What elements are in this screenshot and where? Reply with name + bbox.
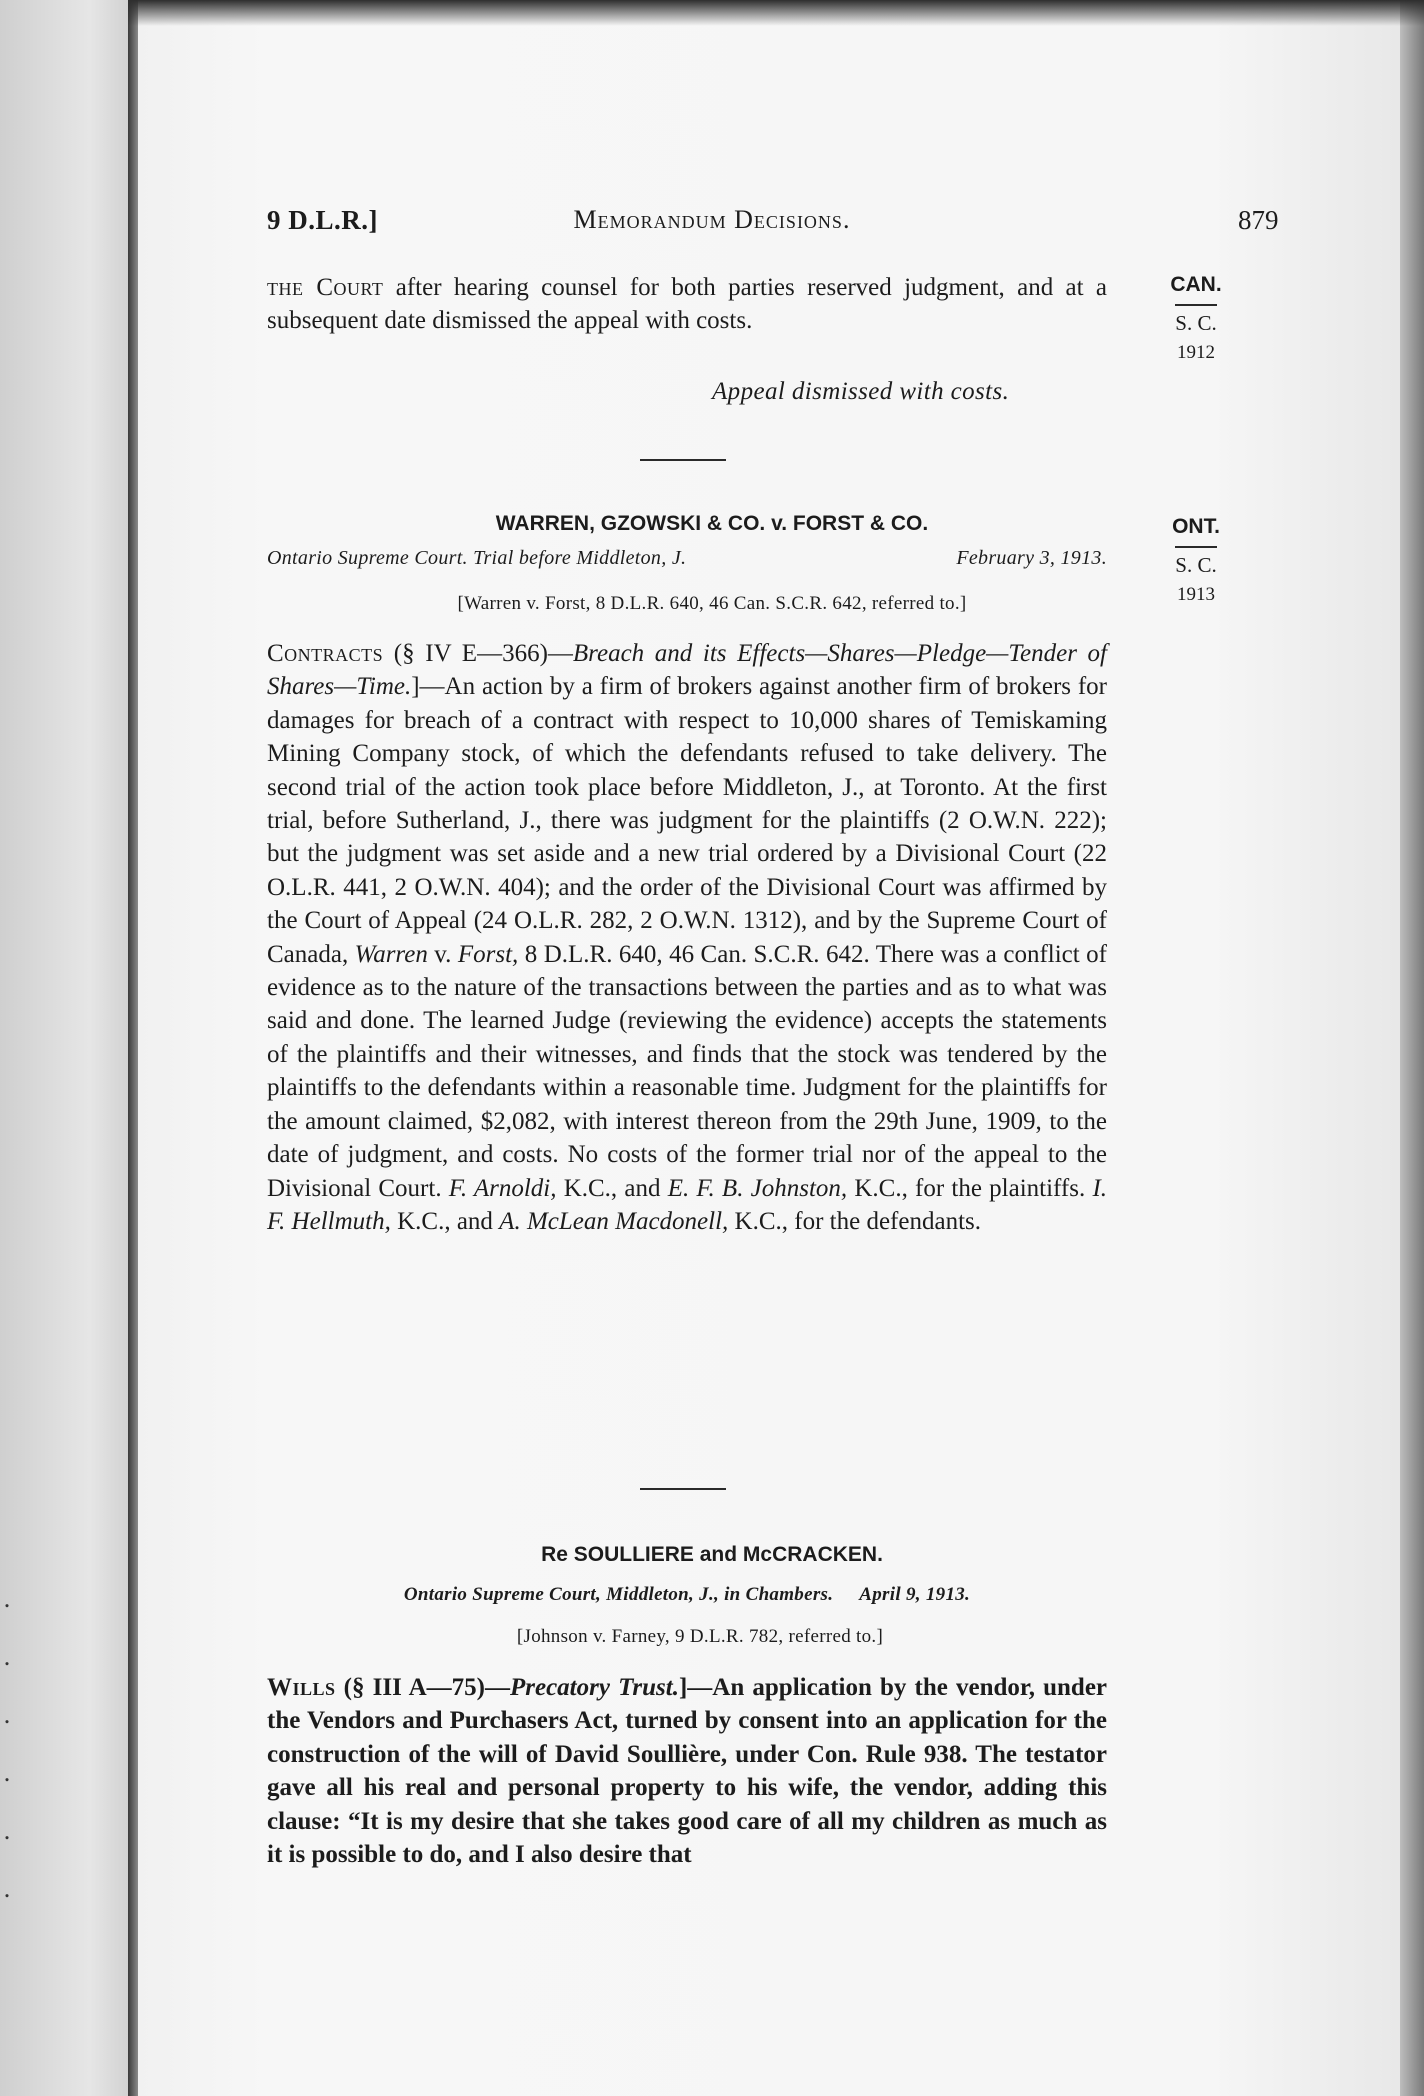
side-note-case1	[1160, 512, 1232, 610]
page-edge	[1400, 0, 1424, 2096]
case-reference: [Warren v. Forst, 8 D.L.R. 640, 46 Can. S.C.R. 642, referred to.]	[457, 593, 967, 614]
body-run: Forst,	[457, 940, 519, 968]
body-run: Wills	[267, 1674, 336, 1701]
running-head: Memorandum Decisions.	[573, 205, 851, 234]
body-run: (§ III A—75)—	[335, 1674, 510, 1701]
body-run: K.C., and	[390, 1207, 500, 1235]
paragraph-text: after hearing counsel for both parties reserved judgment, and at a subsequent date dismissed the appeal with costs.	[267, 274, 1107, 335]
volume-reference: 9 D.L.R.]	[267, 205, 378, 235]
court-line	[267, 547, 1107, 570]
case-body	[267, 1671, 1107, 1871]
body-run: I. F. Hellmuth,	[267, 1174, 1108, 1235]
facing-page-edge	[0, 0, 128, 2096]
side-province: CAN.	[1170, 273, 1222, 296]
case-body	[267, 637, 1107, 1238]
prior-case-paragraph	[267, 271, 1107, 338]
case-reference: [Johnson v. Farney, 9 D.L.R. 782, referred to.]	[516, 1626, 884, 1647]
body-run: A. McLean Macdonell,	[499, 1207, 729, 1235]
lead-words: the Court	[267, 274, 384, 301]
facing-page-marks: . . . . . .	[3, 1584, 11, 1903]
case-title: Re SOULLIERE and McCRACKEN.	[541, 1543, 883, 1566]
body-run: v.	[427, 940, 458, 968]
court-name: Ontario Supreme Court. Trial before Middleton, J.	[267, 547, 687, 569]
body-run: ]—An application by the vendor, under the Vendors and Purchasers Act, turned by consent into an application for the construction of the will of David Soullière, under Con. Rule 938. The testator gave all his real and personal property to his wife, the vendor, adding this clause: “It is my desire that she takes good care of all my children as much as it is possible to do, and I also desire that	[267, 1674, 1108, 1869]
book-gutter	[128, 0, 138, 2096]
body-run: Contracts	[267, 640, 384, 667]
body-run: E. F. B. Johnston,	[667, 1174, 848, 1202]
side-province: ONT.	[1172, 515, 1220, 538]
body-run: K.C., and	[556, 1174, 668, 1202]
body-run: Precatory Trust.	[509, 1674, 679, 1701]
court-name: Ontario Supreme Court, Middleton, J., in Chambers.	[403, 1584, 834, 1605]
side-year: 1913	[1177, 584, 1215, 605]
side-note-prior	[1160, 270, 1232, 368]
section-divider	[640, 1488, 726, 1490]
side-court: S. C.	[1175, 304, 1216, 338]
top-shadow	[128, 0, 1424, 26]
case-title: WARREN, GZOWSKI & CO. v. FORST & CO.	[495, 512, 929, 535]
side-court: S. C.	[1175, 546, 1216, 580]
body-run: K.C., for the defendants.	[728, 1207, 981, 1235]
page-number: 879	[1238, 205, 1279, 235]
body-run: 8 D.L.R. 640, 46 Can. S.C.R. 642. There was a conflict of evidence as to the nature of the transactions between the parties and as to what was said and done. The learned Judge (reviewing the evidence) accepts the statements of the plaintiffs and their witnesses, and finds that the stock was tendered by the plaintiffs to the defendants within a reasonable time. Judgment for the plaintiffs for the amount claimed, $2,082, with interest thereon from the 29th June, 1909, to the date of judgment, and costs. No costs of the former trial nor of the appeal to the Divisional Court.	[267, 940, 1107, 1202]
section-divider	[640, 459, 726, 461]
case-result: Appeal dismissed with costs.	[712, 378, 1010, 405]
body-run: Warren	[354, 940, 428, 968]
body-run: (§ IV E—366)—	[383, 640, 573, 667]
decision-date: April 9, 1913.	[859, 1584, 971, 1605]
side-year: 1912	[1177, 342, 1215, 363]
body-run: K.C., for the plaintiffs.	[847, 1174, 1093, 1202]
body-run: Breach and its Effects—Shares—Pledge—Tender of Shares—Time.	[267, 640, 1107, 701]
body-run: ]—An action by a firm of brokers against another firm of brokers for damages for breach of a contract with respect to 10,000 shares of Temiskaming Mining Company stock, of which the defendants refused to take delivery. The second trial of the action took place before Middleton, J., at Toronto. At the first trial, before Sutherland, J., there was judgment for the plaintiffs (2 O.W.N. 222); but the judgment was set aside and a new trial ordered by a Divisional Court (22 O.L.R. 441, 2 O.W.N. 404); and the order of the Divisional Court was affirmed by the Court of Appeal (24 O.L.R. 282, 2 O.W.N. 1312), and by the Supreme Court of Canada,	[267, 673, 1107, 968]
decision-date: February 3, 1913.	[956, 547, 1107, 569]
body-run: F. Arnoldi,	[448, 1174, 557, 1202]
court-line	[267, 1584, 1107, 1606]
